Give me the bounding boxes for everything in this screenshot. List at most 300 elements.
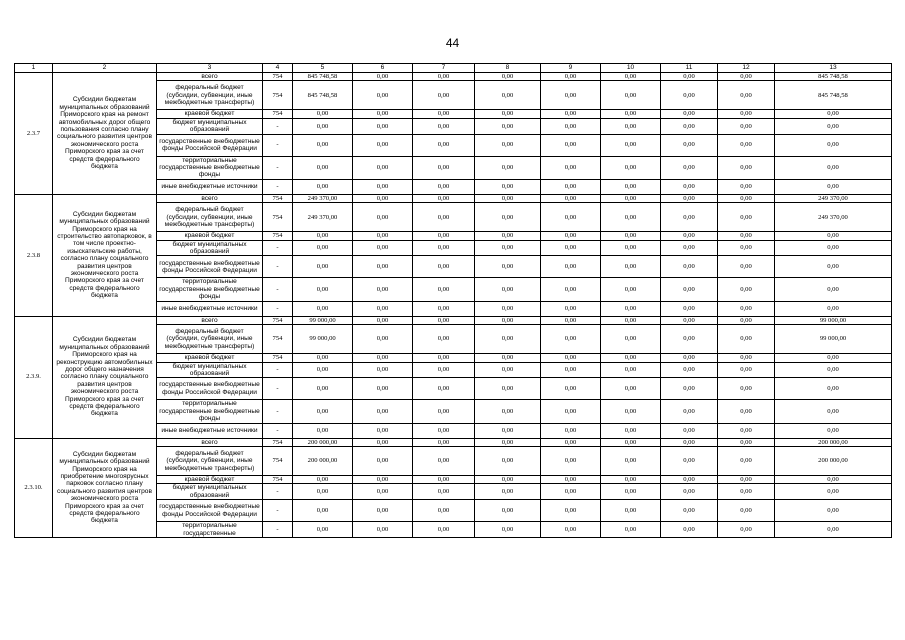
amount-cell: 0,00 [413, 194, 475, 202]
amount-cell: 0,00 [353, 362, 413, 378]
amount-cell: 845 748,58 [775, 73, 892, 81]
amount-cell: 0,00 [775, 240, 892, 256]
amount-cell: 0,00 [475, 240, 541, 256]
amount-cell: 0,00 [353, 278, 413, 301]
column-header-2: 2 [53, 64, 157, 73]
column-header-13: 13 [775, 64, 892, 73]
amount-cell: 0,00 [413, 378, 475, 400]
amount-cell: 0,00 [475, 232, 541, 240]
amount-cell: 0,00 [353, 134, 413, 156]
amount-cell: 0,00 [661, 522, 718, 538]
funding-source: государственные внебюджетные фонды Российской Федерации [157, 134, 263, 156]
amount-cell: 0,00 [353, 203, 413, 232]
amount-cell: 0,00 [718, 81, 775, 110]
amount-cell: 0,00 [775, 156, 892, 179]
amount-cell: 845 748,58 [293, 81, 353, 110]
amount-cell: 0,00 [661, 378, 718, 400]
amount-cell: 0,00 [775, 232, 892, 240]
amount-cell: 0,00 [661, 400, 718, 423]
amount-cell: 0,00 [293, 378, 353, 400]
amount-cell: 0,00 [353, 378, 413, 400]
amount-cell: 0,00 [541, 438, 601, 446]
amount-cell: 0,00 [413, 81, 475, 110]
amount-cell: 845 748,58 [293, 73, 353, 81]
item-number: 2.3.10. [15, 438, 53, 537]
amount-cell: 0,00 [601, 400, 661, 423]
amount-cell: 0,00 [775, 423, 892, 438]
amount-cell: 0,00 [293, 301, 353, 316]
column-header-5: 5 [293, 64, 353, 73]
amount-cell: 0,00 [293, 179, 353, 194]
amount-cell: 0,00 [353, 316, 413, 324]
amount-cell: 0,00 [718, 484, 775, 500]
amount-cell: 0,00 [718, 232, 775, 240]
amount-cell: 0,00 [413, 301, 475, 316]
amount-cell: 0,00 [293, 475, 353, 483]
budget-code: - [263, 484, 293, 500]
budget-code: 754 [263, 81, 293, 110]
amount-cell: 0,00 [601, 240, 661, 256]
amount-cell: 0,00 [775, 301, 892, 316]
amount-cell: 0,00 [475, 301, 541, 316]
amount-cell: 0,00 [601, 278, 661, 301]
amount-cell: 0,00 [353, 73, 413, 81]
column-header-1: 1 [15, 64, 53, 73]
funding-source: федеральный бюджет (субсидии, субвенции, иные межбюджетные трансферты) [157, 325, 263, 354]
amount-cell: 0,00 [661, 232, 718, 240]
column-header-3: 3 [157, 64, 263, 73]
amount-cell: 249 370,00 [775, 194, 892, 202]
amount-cell: 0,00 [718, 354, 775, 362]
amount-cell: 0,00 [413, 134, 475, 156]
amount-cell: 0,00 [661, 316, 718, 324]
amount-cell: 0,00 [718, 423, 775, 438]
amount-cell: 0,00 [413, 110, 475, 118]
column-header-10: 10 [601, 64, 661, 73]
amount-cell: 99 000,00 [775, 316, 892, 324]
amount-cell: 0,00 [601, 446, 661, 475]
amount-cell: 0,00 [353, 232, 413, 240]
amount-cell: 0,00 [718, 256, 775, 278]
amount-cell: 0,00 [541, 134, 601, 156]
amount-cell: 0,00 [541, 522, 601, 538]
amount-cell: 0,00 [775, 362, 892, 378]
funding-source: иные внебюджетные источники [157, 301, 263, 316]
amount-cell: 0,00 [775, 475, 892, 483]
budget-code: 754 [263, 325, 293, 354]
amount-cell: 0,00 [775, 484, 892, 500]
amount-cell: 0,00 [661, 81, 718, 110]
amount-cell: 0,00 [661, 354, 718, 362]
funding-source: всего [157, 316, 263, 324]
amount-cell: 0,00 [475, 362, 541, 378]
funding-source: иные внебюджетные источники [157, 423, 263, 438]
amount-cell: 0,00 [775, 256, 892, 278]
amount-cell: 200 000,00 [293, 438, 353, 446]
amount-cell: 0,00 [601, 81, 661, 110]
amount-cell: 0,00 [413, 484, 475, 500]
budget-code: - [263, 423, 293, 438]
amount-cell: 0,00 [775, 378, 892, 400]
budget-code: - [263, 522, 293, 538]
funding-source: территориальные государственные [157, 522, 263, 538]
amount-cell: 0,00 [775, 522, 892, 538]
amount-cell: 0,00 [718, 240, 775, 256]
table-row [15, 73, 892, 81]
budget-code: - [263, 378, 293, 400]
amount-cell: 0,00 [541, 156, 601, 179]
amount-cell: 0,00 [475, 438, 541, 446]
amount-cell: 0,00 [541, 232, 601, 240]
amount-cell: 0,00 [601, 232, 661, 240]
amount-cell: 0,00 [718, 378, 775, 400]
amount-cell: 0,00 [718, 446, 775, 475]
amount-cell: 0,00 [475, 156, 541, 179]
amount-cell: 0,00 [541, 423, 601, 438]
amount-cell: 0,00 [293, 240, 353, 256]
amount-cell: 0,00 [775, 400, 892, 423]
amount-cell: 0,00 [413, 156, 475, 179]
amount-cell: 0,00 [353, 354, 413, 362]
amount-cell: 0,00 [353, 194, 413, 202]
table-row [15, 316, 892, 324]
amount-cell: 0,00 [601, 522, 661, 538]
amount-cell: 0,00 [353, 81, 413, 110]
amount-cell: 0,00 [475, 316, 541, 324]
funding-source: государственные внебюджетные фонды Российской Федерации [157, 378, 263, 400]
item-description: Субсидии бюджетам муниципальных образований Приморского края на ремонт автомобильных дорог общего пользования согласно плану социального развития центров экономического роста Приморского края за счет средств федерального бюджета [53, 73, 157, 195]
funding-source: всего [157, 438, 263, 446]
amount-cell: 0,00 [601, 500, 661, 522]
budget-code: - [263, 278, 293, 301]
amount-cell: 0,00 [541, 110, 601, 118]
amount-cell: 0,00 [601, 118, 661, 134]
budget-code: 754 [263, 354, 293, 362]
amount-cell: 0,00 [718, 278, 775, 301]
amount-cell: 0,00 [718, 110, 775, 118]
amount-cell: 0,00 [718, 118, 775, 134]
amount-cell: 0,00 [718, 400, 775, 423]
budget-code: 754 [263, 73, 293, 81]
amount-cell: 0,00 [413, 325, 475, 354]
budget-code: - [263, 256, 293, 278]
amount-cell: 0,00 [475, 475, 541, 483]
amount-cell: 0,00 [353, 110, 413, 118]
amount-cell: 0,00 [661, 110, 718, 118]
amount-cell: 0,00 [661, 438, 718, 446]
amount-cell: 0,00 [661, 484, 718, 500]
amount-cell: 0,00 [661, 278, 718, 301]
funding-source: краевой бюджет [157, 232, 263, 240]
amount-cell: 0,00 [413, 400, 475, 423]
amount-cell: 0,00 [413, 278, 475, 301]
amount-cell: 249 370,00 [293, 203, 353, 232]
amount-cell: 0,00 [541, 500, 601, 522]
amount-cell: 0,00 [601, 203, 661, 232]
item-number: 2.3.9. [15, 316, 53, 438]
amount-cell: 0,00 [353, 423, 413, 438]
column-header-8: 8 [475, 64, 541, 73]
amount-cell: 0,00 [775, 179, 892, 194]
budget-code: 754 [263, 438, 293, 446]
amount-cell: 0,00 [475, 500, 541, 522]
amount-cell: 0,00 [718, 500, 775, 522]
funding-source: территориальные государственные внебюджетные фонды [157, 156, 263, 179]
amount-cell: 0,00 [718, 438, 775, 446]
funding-source: краевой бюджет [157, 110, 263, 118]
item-number: 2.3.8 [15, 194, 53, 316]
amount-cell: 0,00 [661, 446, 718, 475]
amount-cell: 0,00 [718, 362, 775, 378]
amount-cell: 0,00 [601, 179, 661, 194]
amount-cell: 0,00 [293, 522, 353, 538]
amount-cell: 0,00 [475, 110, 541, 118]
amount-cell: 0,00 [541, 475, 601, 483]
amount-cell: 0,00 [475, 81, 541, 110]
amount-cell: 0,00 [718, 522, 775, 538]
amount-cell: 0,00 [718, 316, 775, 324]
amount-cell: 0,00 [661, 73, 718, 81]
amount-cell: 0,00 [775, 500, 892, 522]
amount-cell: 0,00 [541, 240, 601, 256]
amount-cell: 0,00 [353, 400, 413, 423]
funding-source: государственные внебюджетные фонды Российской Федерации [157, 500, 263, 522]
amount-cell: 0,00 [353, 156, 413, 179]
amount-cell: 0,00 [475, 400, 541, 423]
amount-cell: 0,00 [601, 156, 661, 179]
column-header-7: 7 [413, 64, 475, 73]
amount-cell: 0,00 [413, 316, 475, 324]
funding-source: федеральный бюджет (субсидии, субвенции, иные межбюджетные трансферты) [157, 446, 263, 475]
amount-cell: 0,00 [541, 362, 601, 378]
amount-cell: 0,00 [775, 110, 892, 118]
amount-cell: 0,00 [353, 475, 413, 483]
amount-cell: 0,00 [413, 118, 475, 134]
amount-cell: 0,00 [601, 438, 661, 446]
amount-cell: 0,00 [413, 240, 475, 256]
column-header-row [15, 64, 892, 73]
amount-cell: 0,00 [413, 232, 475, 240]
amount-cell: 0,00 [541, 378, 601, 400]
amount-cell: 0,00 [353, 301, 413, 316]
funding-source: бюджет муниципальных образований [157, 240, 263, 256]
amount-cell: 0,00 [475, 325, 541, 354]
amount-cell: 0,00 [413, 438, 475, 446]
amount-cell: 0,00 [601, 301, 661, 316]
amount-cell: 0,00 [661, 194, 718, 202]
amount-cell: 0,00 [413, 362, 475, 378]
amount-cell: 0,00 [475, 256, 541, 278]
amount-cell: 0,00 [661, 179, 718, 194]
amount-cell: 0,00 [661, 475, 718, 483]
funding-source: бюджет муниципальных образований [157, 484, 263, 500]
amount-cell: 0,00 [353, 446, 413, 475]
amount-cell: 0,00 [661, 500, 718, 522]
amount-cell: 0,00 [293, 118, 353, 134]
amount-cell: 0,00 [541, 118, 601, 134]
amount-cell: 0,00 [601, 110, 661, 118]
column-header-6: 6 [353, 64, 413, 73]
amount-cell: 0,00 [293, 484, 353, 500]
amount-cell: 0,00 [661, 256, 718, 278]
amount-cell: 0,00 [541, 73, 601, 81]
funding-source: территориальные государственные внебюджетные фонды [157, 278, 263, 301]
amount-cell: 0,00 [413, 500, 475, 522]
amount-cell: 0,00 [475, 484, 541, 500]
amount-cell: 0,00 [475, 354, 541, 362]
amount-cell: 0,00 [353, 118, 413, 134]
amount-cell: 0,00 [541, 354, 601, 362]
budget-code: 754 [263, 194, 293, 202]
amount-cell: 0,00 [413, 354, 475, 362]
amount-cell: 0,00 [293, 354, 353, 362]
column-header-12: 12 [718, 64, 775, 73]
amount-cell: 0,00 [661, 203, 718, 232]
amount-cell: 0,00 [661, 240, 718, 256]
column-header-9: 9 [541, 64, 601, 73]
amount-cell: 0,00 [718, 325, 775, 354]
amount-cell: 0,00 [541, 194, 601, 202]
amount-cell: 0,00 [293, 278, 353, 301]
funding-source: федеральный бюджет (субсидии, субвенции, иные межбюджетные трансферты) [157, 81, 263, 110]
amount-cell: 0,00 [413, 179, 475, 194]
funding-source: территориальные государственные внебюджетные фонды [157, 400, 263, 423]
budget-code: - [263, 500, 293, 522]
amount-cell: 200 000,00 [293, 446, 353, 475]
funding-source: бюджет муниципальных образований [157, 118, 263, 134]
budget-code: 754 [263, 475, 293, 483]
table-row [15, 194, 892, 202]
amount-cell: 0,00 [541, 256, 601, 278]
amount-cell: 0,00 [601, 378, 661, 400]
budget-code: 754 [263, 203, 293, 232]
amount-cell: 0,00 [353, 240, 413, 256]
amount-cell: 0,00 [475, 278, 541, 301]
funding-source: краевой бюджет [157, 354, 263, 362]
amount-cell: 0,00 [413, 522, 475, 538]
budget-code: 754 [263, 316, 293, 324]
amount-cell: 0,00 [475, 179, 541, 194]
amount-cell: 0,00 [475, 446, 541, 475]
amount-cell: 0,00 [601, 325, 661, 354]
amount-cell: 0,00 [718, 203, 775, 232]
amount-cell: 0,00 [775, 354, 892, 362]
amount-cell: 200 000,00 [775, 438, 892, 446]
item-description: Субсидии бюджетам муниципальных образований Приморского края на реконструкцию автомобильных дорог общего назначения согласно плану социального развития центров экономического роста Приморского края за счет средств федерального бюджета [53, 316, 157, 438]
amount-cell: 0,00 [601, 134, 661, 156]
amount-cell: 0,00 [541, 316, 601, 324]
amount-cell: 0,00 [475, 73, 541, 81]
amount-cell: 0,00 [413, 475, 475, 483]
amount-cell: 0,00 [601, 484, 661, 500]
amount-cell: 249 370,00 [775, 203, 892, 232]
amount-cell: 0,00 [293, 362, 353, 378]
amount-cell: 0,00 [718, 301, 775, 316]
amount-cell: 0,00 [413, 203, 475, 232]
page-number: 44 [445, 36, 460, 50]
item-number: 2.3.7 [15, 73, 53, 195]
budget-code: - [263, 118, 293, 134]
amount-cell: 0,00 [353, 522, 413, 538]
amount-cell: 0,00 [601, 423, 661, 438]
amount-cell: 0,00 [293, 400, 353, 423]
amount-cell: 0,00 [661, 118, 718, 134]
amount-cell: 0,00 [293, 134, 353, 156]
amount-cell: 0,00 [541, 81, 601, 110]
budget-code: - [263, 301, 293, 316]
funding-source: федеральный бюджет (субсидии, субвенции, иные межбюджетные трансферты) [157, 203, 263, 232]
amount-cell: 0,00 [413, 256, 475, 278]
amount-cell: 0,00 [661, 156, 718, 179]
budget-code: - [263, 400, 293, 423]
budget-code: - [263, 240, 293, 256]
amount-cell: 0,00 [293, 423, 353, 438]
amount-cell: 0,00 [775, 118, 892, 134]
budget-code: 754 [263, 232, 293, 240]
amount-cell: 0,00 [775, 134, 892, 156]
amount-cell: 0,00 [601, 316, 661, 324]
amount-cell: 0,00 [475, 194, 541, 202]
amount-cell: 99 000,00 [293, 316, 353, 324]
budget-code: - [263, 362, 293, 378]
amount-cell: 0,00 [661, 362, 718, 378]
amount-cell: 0,00 [475, 423, 541, 438]
amount-cell: 0,00 [661, 423, 718, 438]
amount-cell: 0,00 [541, 325, 601, 354]
amount-cell: 0,00 [541, 278, 601, 301]
amount-cell: 0,00 [413, 423, 475, 438]
amount-cell: 0,00 [718, 73, 775, 81]
amount-cell: 0,00 [541, 446, 601, 475]
amount-cell: 0,00 [353, 438, 413, 446]
amount-cell: 0,00 [353, 500, 413, 522]
amount-cell: 0,00 [353, 325, 413, 354]
amount-cell: 0,00 [475, 134, 541, 156]
amount-cell: 0,00 [601, 362, 661, 378]
amount-cell: 0,00 [601, 73, 661, 81]
amount-cell: 0,00 [293, 156, 353, 179]
amount-cell: 200 000,00 [775, 446, 892, 475]
amount-cell: 0,00 [601, 194, 661, 202]
funding-source: краевой бюджет [157, 475, 263, 483]
amount-cell: 0,00 [661, 301, 718, 316]
amount-cell: 99 000,00 [775, 325, 892, 354]
budget-code: - [263, 156, 293, 179]
amount-cell: 845 748,58 [775, 81, 892, 110]
amount-cell: 0,00 [541, 203, 601, 232]
amount-cell: 0,00 [413, 446, 475, 475]
budget-code: - [263, 134, 293, 156]
amount-cell: 0,00 [353, 256, 413, 278]
amount-cell: 99 000,00 [293, 325, 353, 354]
amount-cell: 0,00 [661, 134, 718, 156]
amount-cell: 249 370,00 [293, 194, 353, 202]
budget-code: 754 [263, 110, 293, 118]
column-header-11: 11 [661, 64, 718, 73]
amount-cell: 0,00 [541, 484, 601, 500]
amount-cell: 0,00 [413, 73, 475, 81]
amount-cell: 0,00 [601, 354, 661, 362]
amount-cell: 0,00 [718, 179, 775, 194]
amount-cell: 0,00 [293, 232, 353, 240]
amount-cell: 0,00 [475, 118, 541, 134]
amount-cell: 0,00 [718, 156, 775, 179]
amount-cell: 0,00 [718, 475, 775, 483]
amount-cell: 0,00 [293, 500, 353, 522]
amount-cell: 0,00 [293, 256, 353, 278]
funding-source: иные внебюджетные источники [157, 179, 263, 194]
amount-cell: 0,00 [718, 134, 775, 156]
